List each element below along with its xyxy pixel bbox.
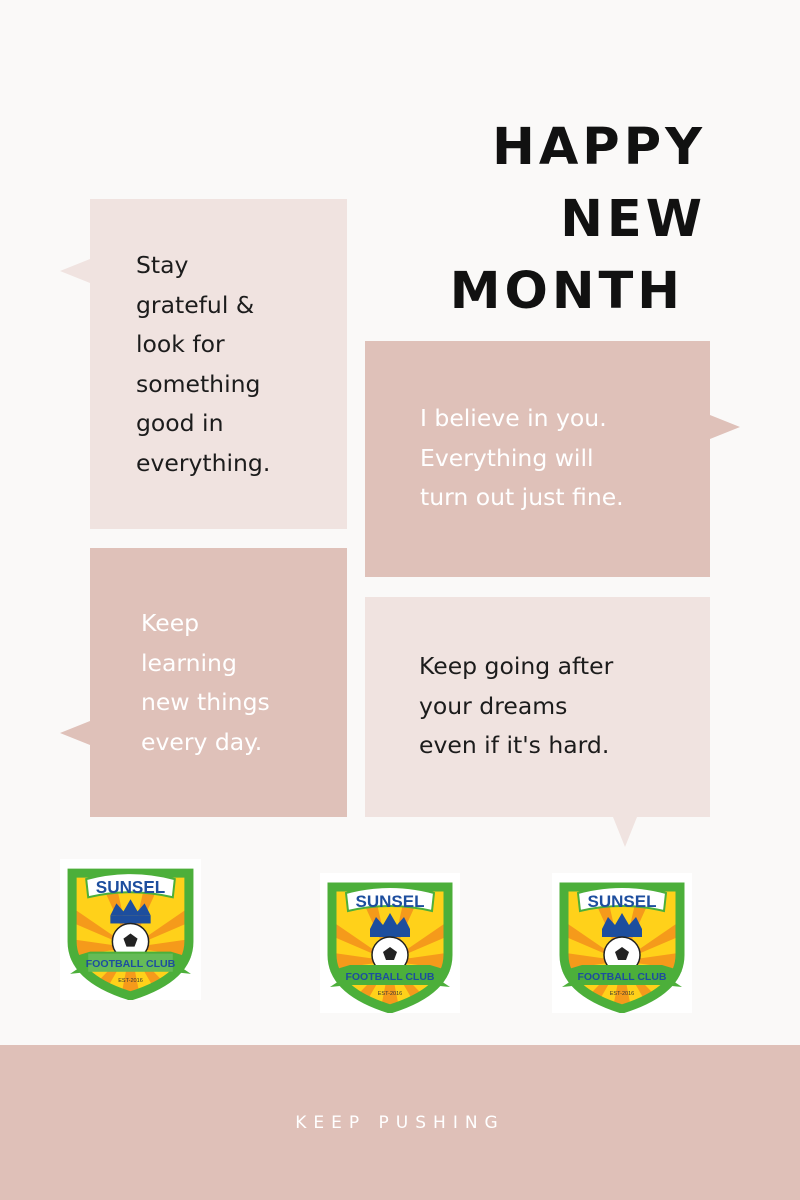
speech-bubble-dreams bbox=[365, 597, 710, 817]
bubble-line: good in bbox=[136, 409, 224, 437]
bubble-line: your dreams bbox=[419, 691, 568, 720]
crest-name: SUNSEL bbox=[355, 892, 425, 911]
crest-banner: FOOTBALL CLUB bbox=[345, 971, 435, 983]
title-line: NEW bbox=[560, 190, 706, 249]
bubble-line: Keep going after bbox=[419, 652, 614, 680]
bubble-line: everything. bbox=[136, 448, 271, 477]
club-crest-icon bbox=[60, 859, 201, 1000]
speech-bubble-gratitude bbox=[90, 199, 347, 529]
title-line: MONTH bbox=[449, 262, 684, 321]
club-crest-icon bbox=[320, 873, 460, 1013]
bubble-line: I believe in you. bbox=[420, 404, 607, 432]
bubble-tail bbox=[60, 721, 90, 745]
footer-banner bbox=[0, 1045, 800, 1200]
crest-name: SUNSEL bbox=[587, 892, 657, 911]
bubble-text bbox=[141, 604, 341, 762]
bubble-line: grateful & bbox=[136, 290, 255, 319]
bubble-line: something bbox=[136, 369, 261, 398]
title-line: HAPPY bbox=[492, 118, 706, 177]
bubble-line: every day. bbox=[141, 727, 263, 756]
crest-banner: FOOTBALL CLUB bbox=[577, 971, 667, 983]
bubble-line: Stay bbox=[136, 251, 189, 279]
bubble-text bbox=[420, 399, 700, 518]
page-title bbox=[286, 112, 706, 328]
bubble-text bbox=[136, 246, 336, 483]
crest-banner: FOOTBALL CLUB bbox=[85, 957, 176, 970]
bubble-line: new things bbox=[141, 688, 270, 716]
bubble-line: turn out just fine. bbox=[420, 483, 624, 511]
bubble-text bbox=[419, 647, 699, 766]
crest-name: SUNSEL bbox=[95, 878, 166, 898]
bubble-tail bbox=[613, 817, 637, 847]
club-crest-icon bbox=[60, 859, 201, 1000]
bubble-line: learning bbox=[141, 648, 237, 677]
speech-bubble-belief bbox=[365, 341, 710, 577]
bubble-tail bbox=[60, 259, 90, 283]
bubble-line: even if it's hard. bbox=[419, 731, 610, 759]
bubble-tail bbox=[710, 415, 740, 439]
bubble-line: Everything will bbox=[420, 443, 594, 472]
club-crest-icon bbox=[552, 873, 692, 1013]
crest-est: EST-2016 bbox=[377, 991, 403, 997]
crest-est: EST-2016 bbox=[118, 977, 143, 984]
footer-tagline: KEEP PUSHING bbox=[295, 1113, 505, 1133]
speech-bubble-learning bbox=[90, 548, 347, 817]
bubble-line: look for bbox=[136, 330, 225, 358]
club-crest-icon bbox=[552, 873, 692, 1013]
club-crest-icon bbox=[320, 873, 460, 1013]
crest-est: EST-2016 bbox=[609, 991, 635, 997]
bubble-line: Keep bbox=[141, 609, 200, 637]
